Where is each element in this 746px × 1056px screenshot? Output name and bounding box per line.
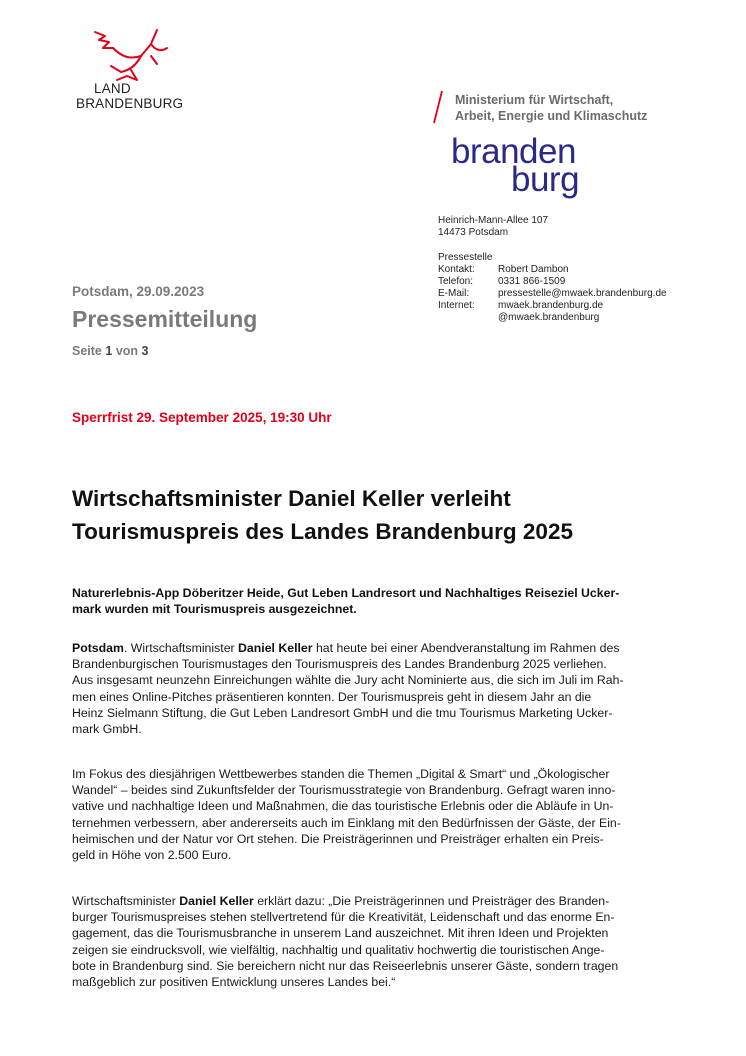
- page-prefix: Seite: [72, 344, 102, 358]
- ministry-line2: Arbeit, Energie und Klimaschutz: [455, 109, 648, 123]
- text-line: Im Fokus des diesjährigen Wettbewerbes standen die Themen „Digital & Smart“ und „Ökologischer: [72, 767, 610, 781]
- press-social-handle[interactable]: @mwaek.brandenburg: [498, 312, 600, 323]
- embargo-notice: Sperrfrist 29. September 2025, 19:30 Uhr: [72, 410, 332, 425]
- release-date: Potsdam, 29.09.2023: [72, 284, 205, 299]
- page-indicator: [72, 344, 148, 358]
- text-line: Brandenburgischen Tourismustages den Tourismuspreis des Landes Brandenburg 2025 verliehen.: [72, 657, 607, 672]
- red-slash-icon: [432, 90, 444, 124]
- wordmark-line2: burg: [511, 160, 580, 199]
- ministry-address: [438, 215, 548, 239]
- press-row-social: [438, 312, 667, 324]
- press-key: Internet:: [438, 300, 475, 311]
- lead-line2: mark wurden mit Tourismuspreis ausgezeichnet.: [72, 602, 357, 616]
- dateline: Potsdam: [72, 641, 124, 655]
- text-line: maßgeblich zur positiven Entwicklung unseres Landes bei.“: [72, 975, 396, 990]
- page-total: 3: [141, 344, 149, 358]
- headline: [72, 482, 692, 548]
- minister-name: Daniel Keller: [238, 641, 313, 655]
- text-span: Wirtschaftsminister: [72, 894, 180, 908]
- document-type: Pressemitteilung: [72, 306, 258, 332]
- text-span: hat heute bei einer Abendveranstaltung im Rahmen des: [312, 641, 620, 655]
- text-line: Aus insgesamt neunzehn Einreichungen wählte die Jury acht Nominierte aus, die sich im Juli im Rah-: [72, 673, 624, 688]
- page-current: 1: [105, 344, 113, 358]
- lead-line1: Naturerlebnis-App Döberitzer Heide, Gut Leben Landresort und Nachhaltiges Reiseziel Ucker-: [72, 586, 620, 600]
- text-line: [72, 893, 692, 909]
- ministry-line1: Ministerium für Wirtschaft,: [455, 93, 614, 107]
- text-line: [72, 640, 692, 656]
- press-office: [438, 252, 667, 324]
- land-brandenburg-logo: [76, 26, 206, 122]
- press-office-title: Pressestelle: [438, 252, 493, 263]
- press-key: [438, 312, 498, 324]
- press-value: 0331 866-1509: [498, 276, 566, 287]
- address-street: Heinrich-Mann-Allee 107: [438, 215, 549, 226]
- press-row-internet: [438, 300, 667, 312]
- text-line: mark GmbH.: [72, 722, 142, 737]
- text-line: Wandel“ – beides sind Zukunftsfelder der Tourismusstrategie von Brandenburg. Gefragt waren inno-: [72, 783, 616, 798]
- logo-land-line1: LAND: [94, 81, 131, 96]
- red-eagle-icon: [91, 26, 171, 86]
- logo-land-line2: BRANDENBURG: [76, 96, 184, 111]
- press-row-contact: [438, 264, 667, 276]
- press-key: Telefon:: [438, 276, 474, 287]
- text-line: burger Tourismuspreises stehen stellvertretend für die Kreativität, Leidenschaft und das enorme En-: [72, 910, 615, 925]
- text-span: erklärt dazu: „Die Preisträgerinnen und Preisträger des Branden-: [253, 894, 610, 908]
- press-row-phone: [438, 276, 667, 288]
- ministry-name: [455, 92, 647, 124]
- page-separator: von: [115, 344, 139, 358]
- lead-paragraph: [72, 585, 692, 617]
- body-paragraph-1: [72, 640, 692, 737]
- text-line: ternehmen verbessern, aber andererseits auch im Einklang mit den Bedürfnissen der Gäste, der Ein-: [72, 815, 621, 830]
- brandenburg-wordmark: [451, 132, 580, 199]
- minister-name: Daniel Keller: [179, 894, 254, 908]
- text-line: gagement, das die Tourismusbranche in unserem Land auszeichnet. Mit ihren Ideen und Projekten: [72, 926, 609, 941]
- wordmark-line1: branden: [451, 132, 576, 171]
- text-span: . Wirtschaftsminister: [123, 641, 239, 655]
- press-email-link[interactable]: pressestelle@mwaek.brandenburg.de: [498, 288, 667, 299]
- text-line: zeigen sie eindrucksvoll, wie vielfältig, nachhaltig und qualitativ hochwertig die touristischen Ange-: [72, 942, 605, 957]
- text-line: geld in Höhe von 2.500 Euro.: [72, 848, 232, 863]
- body-paragraph-3: [72, 893, 692, 990]
- text-line: Heinz Sielmann Stiftung, die Gut Leben Landresort GmbH und die tmu Tourismus Marketing Ucker-: [72, 705, 613, 720]
- text-line: bote in Brandenburg sind. Sie bereichern nicht nur das Reiseerlebnis unserer Gäste, sondern tragen: [72, 958, 619, 973]
- press-key: Kontakt:: [438, 264, 475, 275]
- press-website-link[interactable]: mwaek.brandenburg.de: [498, 300, 604, 311]
- press-value: Robert Dambon: [498, 264, 569, 275]
- headline-line2: Tourismuspreis des Landes Brandenburg 2025: [72, 519, 573, 544]
- text-line: vative und nachhaltige Ideen und Maßnahmen, die das touristische Erlebnis oder die Abläufe in Un-: [72, 799, 614, 814]
- press-row-email: [438, 288, 667, 300]
- press-key: E-Mail:: [438, 288, 470, 299]
- body-paragraph-2: [72, 766, 692, 863]
- text-line: men eines Online-Pitches präsentieren konnten. Der Tourismuspreis geht in diesem Jahr an die: [72, 689, 592, 704]
- address-city: 14473 Potsdam: [438, 227, 509, 238]
- text-line: heimischen und der Natur vor Ort stehen. Die Preisträgerinnen und Preisträger erhalten ein Preis-: [72, 831, 604, 846]
- headline-line1: Wirtschaftsminister Daniel Keller verleiht: [72, 486, 511, 511]
